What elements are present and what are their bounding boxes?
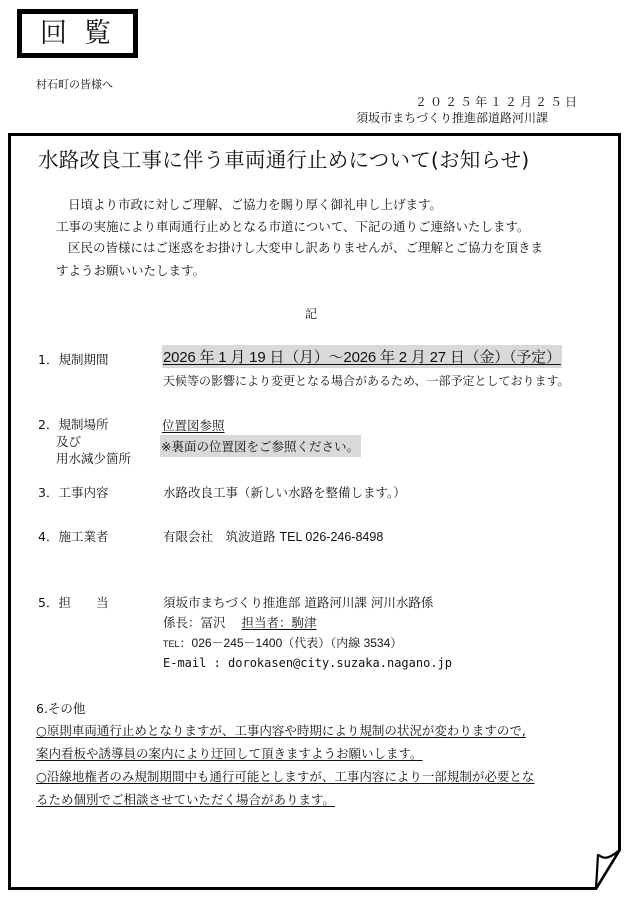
intro-line-2: 工事の実施により車両通行止めとなる市道について、下記の通りご連絡いたします。 xyxy=(56,219,530,234)
contact-tel-number: ：026－245－1400（代表）（内線 3534） xyxy=(179,636,403,650)
contact-person: 担当者：駒津 xyxy=(241,615,317,630)
contact-phone xyxy=(163,634,402,651)
contractor-label: 4．施工業者 xyxy=(38,529,109,544)
location-label-line-3: 用水減少箇所 xyxy=(56,451,132,466)
period-note: 天候等の影響により変更となる場合があるため、一部予定としております。 xyxy=(163,374,570,388)
sender-department: 須坂市まちづくり推進部道路河川課 xyxy=(356,111,548,125)
contact-staff xyxy=(163,613,317,631)
intro-line-3: 区民の皆様にはご迷惑をお掛けし大変申し訳ありませんが、ご理解とご協力を頂きま xyxy=(68,240,544,255)
contact-email[interactable]: E-mail : dorokasen@city.suzaka.nagano.jp xyxy=(163,656,452,670)
contractor-tel: TEL 026-246-8498 xyxy=(279,530,384,544)
document-title: 水路改良工事に伴う車両通行止めについて(お知らせ) xyxy=(38,148,530,172)
intro-line-1: 日頃より市政に対しご理解、ご協力を賜り厚く御礼申し上げます。 xyxy=(68,197,443,212)
content-value: 水路改良工事（新しい水路を整備します。） xyxy=(163,485,406,500)
ki-heading: 記 xyxy=(305,307,318,321)
location-label-line-2: 及び xyxy=(56,434,82,449)
location-map-reference: 位置図参照 xyxy=(162,418,225,433)
other-line-2: 案内看板や誘導員の案内により迂回して頂きますようお願いします。 xyxy=(36,746,423,761)
other-line-4: るため個別でご相談させていただく場合があります。 xyxy=(36,792,336,807)
contact-tel-prefix: TEL xyxy=(163,639,180,649)
contractor-company: 有限会社 筑波道路 xyxy=(163,529,276,544)
contractor-value xyxy=(163,527,383,545)
period-value: 2026 年 1 月 19 日（月）～2026 年 2 月 27 日（金）（予定） xyxy=(162,345,562,368)
content-label: 3．工事内容 xyxy=(38,485,109,500)
contact-label: 5．担 当 xyxy=(38,595,109,610)
location-label-line-1: 2．規制場所 xyxy=(38,417,109,432)
stamp-char-1: 回 xyxy=(40,18,67,49)
other-title: 6.その他 xyxy=(36,701,86,716)
circulation-stamp xyxy=(17,9,138,58)
stamp-char-2: 覧 xyxy=(84,18,111,49)
contact-chief: 係長：冨沢 xyxy=(163,615,226,630)
other-line-3: ○沿線地権者のみ規制期間中も通行可能としますが、工事内容により一部規制が必要とな xyxy=(36,769,535,784)
intro-line-4: すようお願いいたします。 xyxy=(56,263,206,278)
contact-department: 須坂市まちづくり推進部 道路河川課 河川水路係 xyxy=(163,595,434,610)
location-note: ※裏面の位置図をご参照ください。 xyxy=(160,435,361,457)
other-line-1: ○原則車両通行止めとなりますが、工事内容や時期により規制の状況が変わりますので, xyxy=(36,723,526,738)
issue-date: ２０２５年１２月２５日 xyxy=(414,95,580,109)
period-label: 1．規制期間 xyxy=(38,352,109,367)
location-label xyxy=(38,416,131,467)
addressee: 村石町の皆様へ xyxy=(36,78,113,91)
